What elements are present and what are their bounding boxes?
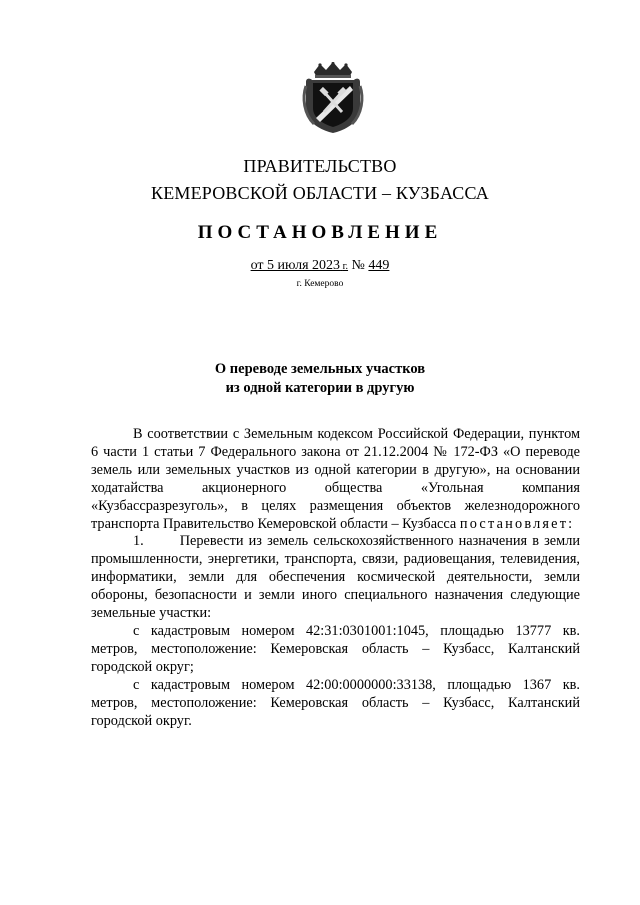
resolves-word: постановляет: xyxy=(459,515,575,532)
subject-line1: О переводе земельных участков xyxy=(214,361,426,377)
document-type-title: ПОСТАНОВЛЕНИЕ xyxy=(197,222,443,243)
date-year-suffix: г. xyxy=(342,261,349,272)
document-body xyxy=(91,426,580,730)
parcel-2-paragraph: с кадастровым номером 42:00:0000000:33138, площадью 1367 кв. метров, местоположение: Кемеровская область – Кузбасс, Калтанский городской округ. xyxy=(91,676,580,729)
item-1-number: 1. xyxy=(133,533,144,550)
document-number: 449 xyxy=(368,258,390,273)
number-sign: № xyxy=(351,258,365,273)
date-line xyxy=(0,258,640,274)
preamble-paragraph xyxy=(91,426,580,533)
government-name-line2: КЕМЕРОВСКОЙ ОБЛАСТИ – КУЗБАССА xyxy=(151,183,489,203)
document-date: от 5 июля 2023 xyxy=(250,258,341,273)
issue-city: г. Кемерово xyxy=(296,279,344,289)
subject-line2: из одной категории в другую xyxy=(225,380,415,396)
coat-of-arms-icon xyxy=(300,62,366,134)
parcel-1-paragraph: с кадастровым номером 42:31:0301001:1045, площадью 13777 кв. метров, местоположение: Кемеровская область – Кузбасс, Калтанский городской округ; xyxy=(91,622,580,675)
government-name-line1: ПРАВИТЕЛЬСТВО xyxy=(243,156,397,176)
preamble-text: В соответствии с Земельным кодексом Российской Федерации, пунктом 6 части 1 статьи 7 Федерального закона от 21.12.2004 № 172-ФЗ «О переводе земель или земельных участков из одной категории в другую», на основании ходатайства акционерного общества «Угольная компания «Кузбассразрезуголь», в целях размещения объектов железнодорожного транспорта Правительство Кемеровской области – Кузбасса xyxy=(91,426,580,532)
item-1-text: Перевести из земель сельскохозяйственного назначения в земли промышленности, энергетики, транспорта, связи, радиовещания, телевидения, информатики, земли для обеспечения космической деятельности, земли обороны, безопасности и земли иного специального назначения следующие земельные участки: xyxy=(91,533,580,622)
item-1-paragraph xyxy=(91,533,580,623)
